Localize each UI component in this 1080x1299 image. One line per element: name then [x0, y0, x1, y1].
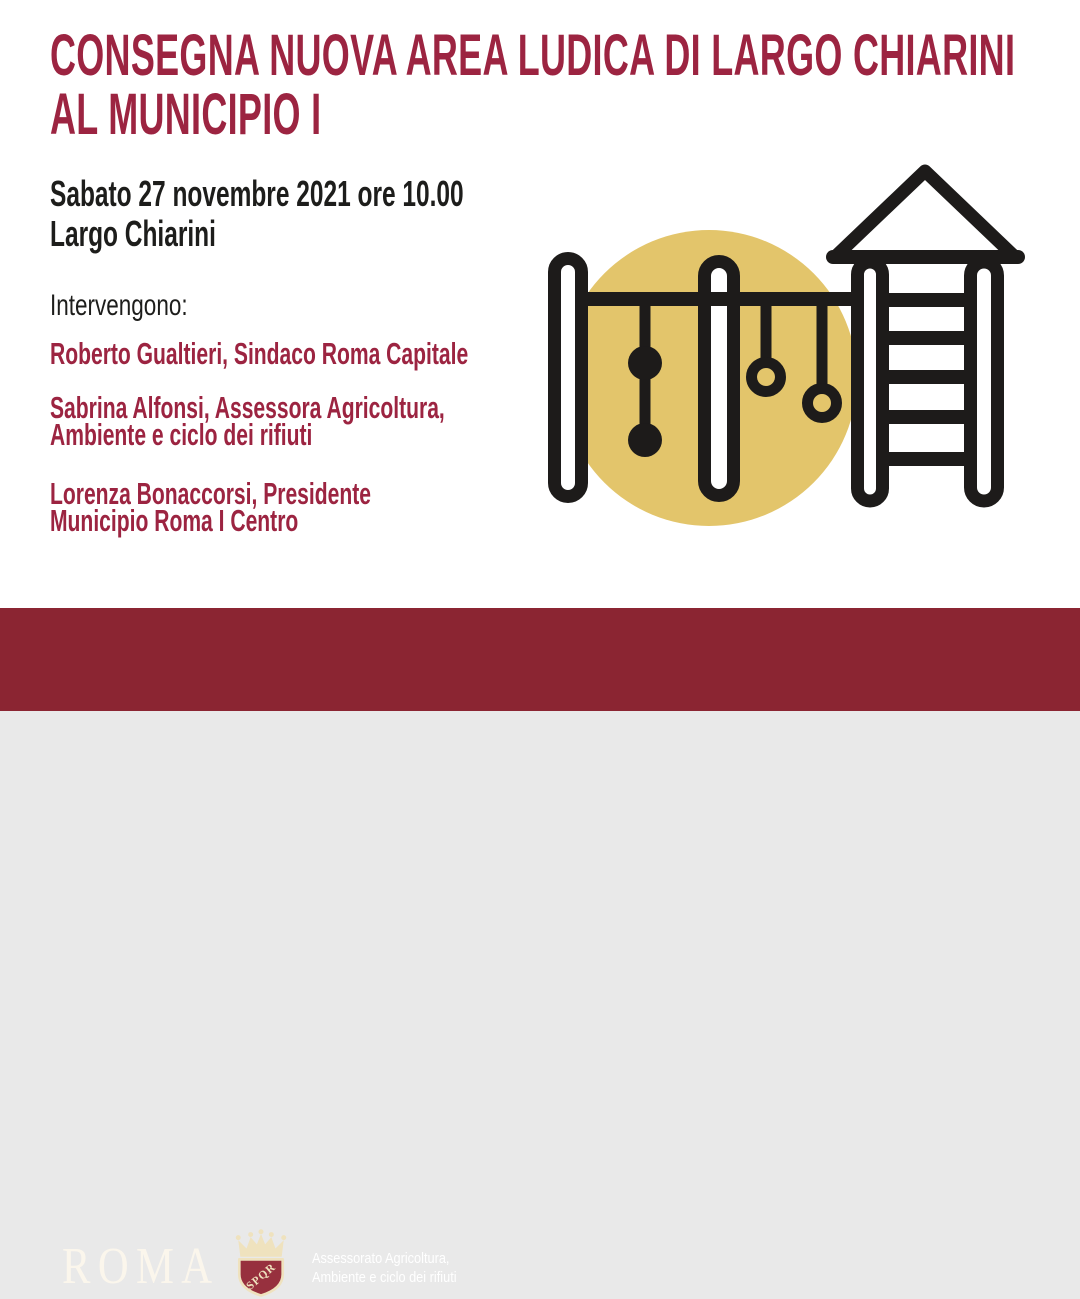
poster-title-line-1: CONSEGNA NUOVA AREA LUDICA DI LARGO CHIARINI — [50, 23, 1016, 88]
speaker-line: Municipio Roma I Centro — [50, 503, 299, 538]
trapeze-knob-top — [628, 346, 662, 380]
speaker-line: Ambiente e ciclo dei rifiuti — [50, 417, 313, 452]
speaker-roberto-gualtieri — [50, 336, 469, 371]
speaker-line: Roberto Gualtieri, Sindaco Roma Capitale — [50, 336, 469, 371]
department-line: Assessorato Agricoltura, — [312, 1250, 450, 1267]
footer-bar — [0, 608, 1080, 1295]
tower-rail-right — [971, 262, 998, 501]
event-datetime: Sabato 27 novembre 2021 ore 10.00 — [50, 173, 464, 214]
roma-crest-icon — [230, 1229, 292, 1299]
department-line: Ambiente e ciclo dei rifiuti — [312, 1269, 457, 1286]
speaker-line: Sabrina Alfonsi, Assessora Agricoltura, — [50, 390, 445, 425]
tower-roof — [837, 171, 1013, 255]
trapeze-knob-bottom — [628, 423, 662, 457]
speaker-lorenza-bonaccorsi — [50, 476, 371, 538]
event-location: Largo Chiarini — [50, 213, 216, 254]
speaker-line: Lorenza Bonaccorsi, Presidente — [50, 476, 371, 511]
department-label — [312, 1249, 457, 1287]
tower-rail-left — [858, 262, 883, 501]
roma-logo-text: ROMA — [62, 1238, 220, 1295]
speakers-intro: Intervengono: — [50, 289, 188, 322]
crest-spqr-label: SPQR — [244, 1261, 279, 1293]
playground-icon — [530, 150, 1080, 550]
speaker-sabrina-alfonsi — [50, 390, 445, 452]
crest-crown — [238, 1234, 283, 1257]
poster-title-line-2: AL MUNICIPIO I — [50, 82, 322, 147]
left-post — [555, 259, 582, 497]
